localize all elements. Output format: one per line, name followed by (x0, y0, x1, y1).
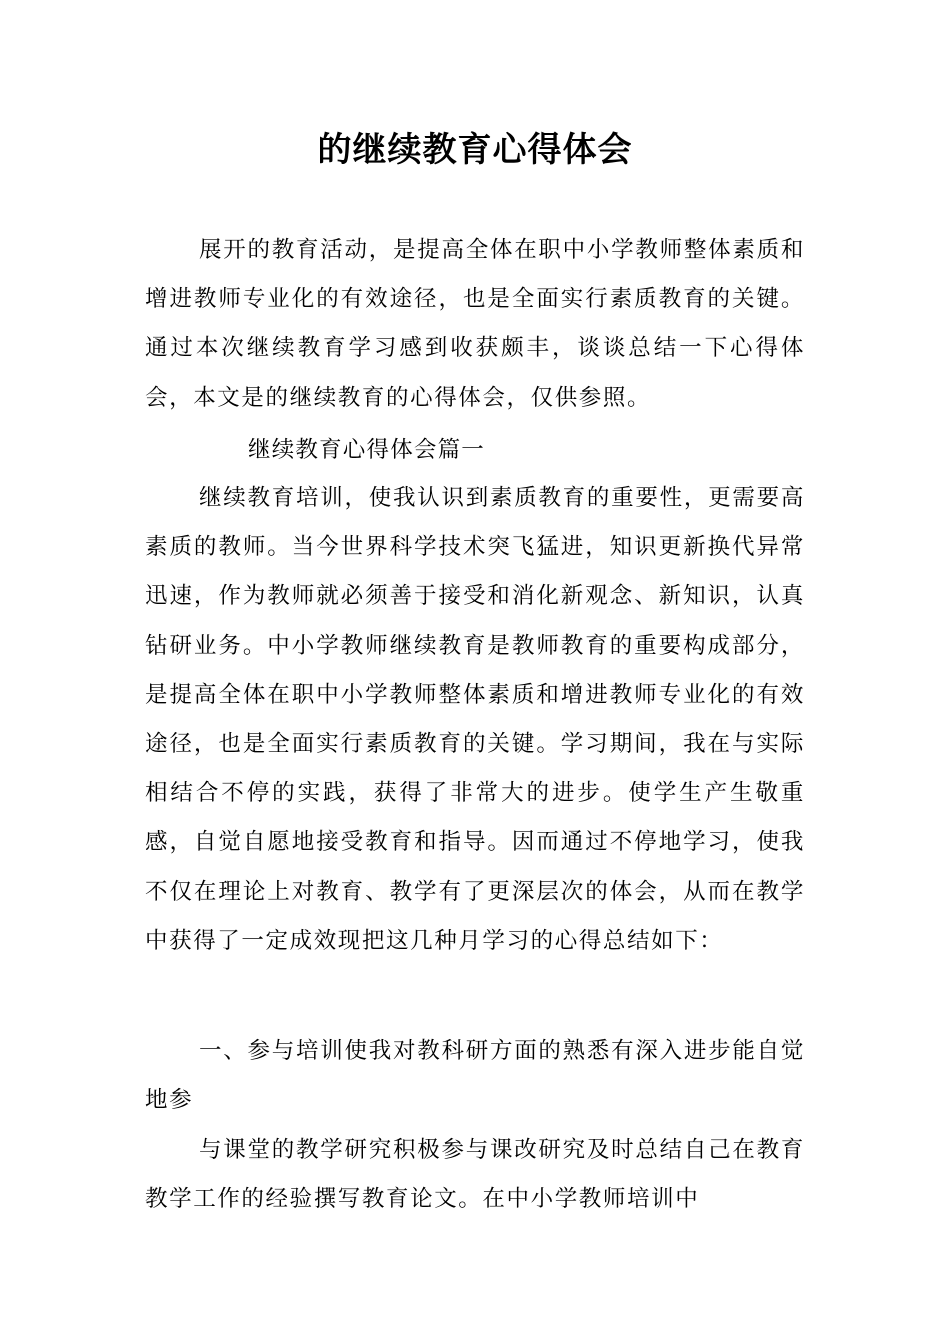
document-title: 的继续教育心得体会 (317, 130, 633, 170)
body-paragraph-1: 继续教育培训，使我认识到素质教育的重要性，更需要高素质的教师。当今世界科学技术突飞猛进，知识更新换代异常迅速，作为教师就必须善于接受和消化新观念、新知识，认真钻研业务。中小学教师继续教育是教师教育的重要构成部分，是提高全体在职中小学教师整体素质和增进教师专业化的有效途径，也是全面实行素质教育的关键。学习期间，我在与实际相结合不停的实践，获得了非常大的进步。使学生产生敬重感，自觉自愿地接受教育和指导。因而通过不停地学习，使我不仅在理论上对教育、教学有了更深层次的体会，从而在教学中获得了一定成效现把这几种月学习的心得总结如下： (145, 485, 805, 954)
point-heading-1: 一、参与培训使我对教科研方面的熟悉有深入进步能自觉地参 (145, 1038, 805, 1114)
section-heading: 继续教育心得体会篇一 (248, 437, 486, 463)
body-paragraph-2: 与课堂的教学研究积极参与课改研究及时总结自己在教育教学工作的经验撰写教育论文。在中小学教师培训中 (145, 1137, 805, 1213)
intro-paragraph: 展开的教育活动，是提高全体在职中小学教师整体素质和增进教师专业化的有效途径，也是全面实行素质教育的关键。通过本次继续教育学习感到收获颇丰，谈谈总结一下心得体会，本文是的继续教育的心得体会，仅供参照。 (145, 237, 805, 411)
